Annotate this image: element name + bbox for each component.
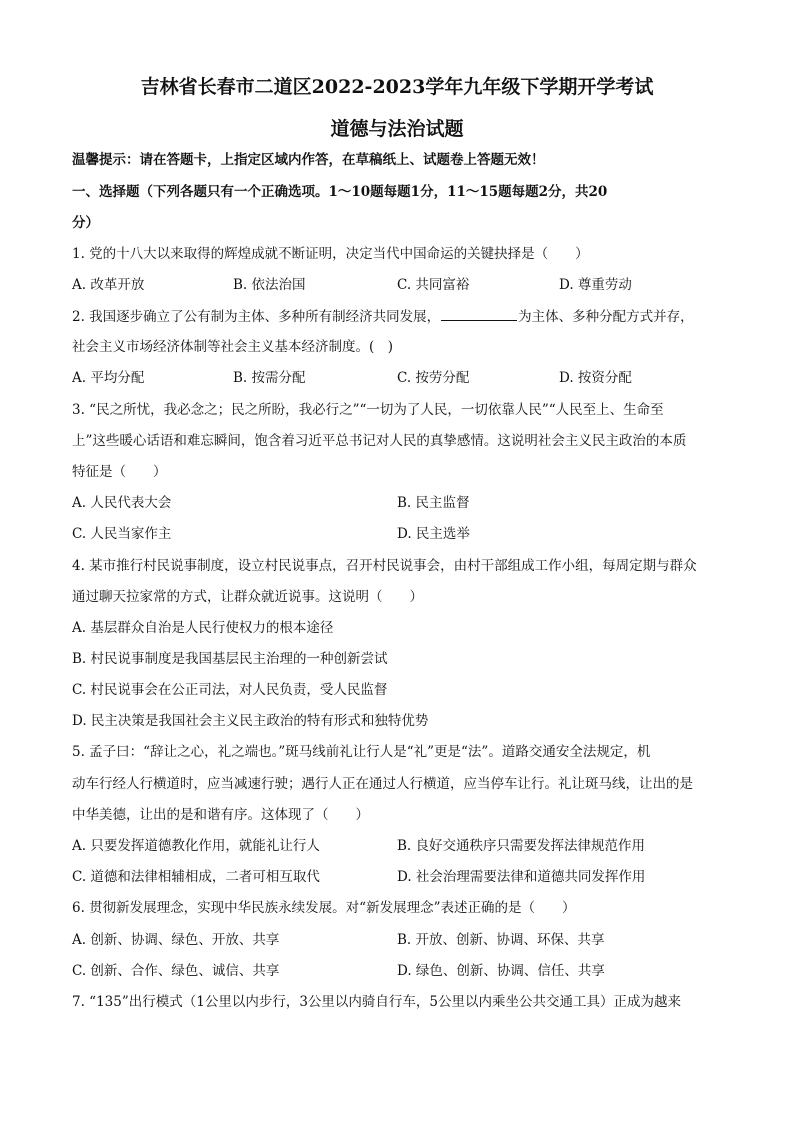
question-1: 1. 党的十八大以来取得的辉煌成就不断证明，决定当代中国命运的关键抉择是（ ） — [72, 246, 589, 262]
q1-option-a: A. 改革开放 — [72, 277, 145, 293]
q4-option-c: C. 村民说事会在公正司法，对人民负责，受人民监督 — [72, 682, 388, 698]
q2-answer-blank — [441, 306, 517, 321]
question-3-cont2: 特征是（ ） — [72, 464, 167, 480]
question-5: 5. 孟子曰：“辞让之心，礼之端也。”斑马线前礼让行人是“礼”更是“法”。道路交通安全法规定，机 — [72, 744, 651, 760]
question-2 — [72, 306, 694, 327]
q6-option-b: B. 开放、创新、协调、环保、共享 — [397, 932, 605, 948]
q6-option-c: C. 创新、合作、绿色、诚信、共享 — [72, 963, 280, 979]
q4-option-d: D. 民主决策是我国社会主义民主政治的特有形式和独特优势 — [72, 713, 429, 729]
question-2-cont: 社会主义市场经济体制等社会主义基本经济制度。( ) — [72, 339, 394, 355]
q3-option-b: B. 民主监督 — [397, 495, 470, 511]
question-3-cont: 上”这些暖心话语和难忘瞬间，饱含着习近平总书记对人民的真挚感情。这说明社会主义民主政治的本质 — [72, 433, 687, 449]
q2-text-after: 为主体、多种分配方式并存， — [518, 309, 694, 325]
q1-option-b: B. 依法治国 — [233, 277, 306, 293]
page-subtitle: 道德与法治试题 — [330, 118, 464, 140]
question-6: 6. 贯彻新发展理念，实现中华民族永续发展。对“新发展理念”表述正确的是（ ） — [72, 900, 576, 916]
section-heading-cont: 分） — [72, 215, 99, 231]
q3-option-a: A. 人民代表大会 — [72, 495, 172, 511]
q3-option-c: C. 人民当家作主 — [72, 526, 172, 542]
q2-option-c: C. 按劳分配 — [397, 370, 470, 386]
q2-option-a: A. 平均分配 — [72, 370, 145, 386]
q3-option-d: D. 民主选举 — [397, 526, 470, 542]
q4-option-b: B. 村民说事制度是我国基层民主治理的一种创新尝试 — [72, 651, 388, 667]
question-5-cont: 动车行经人行横道时，应当减速行驶；遇行人正在通过人行横道，应当停车让行。礼让斑马线，让出的是 — [72, 776, 693, 792]
q6-option-d: D. 绿色、创新、协调、信任、共享 — [397, 963, 605, 979]
section-heading: 一、选择题（下列各题只有一个正确选项。1～10题每题1分，11～15题每题2分，共20 — [72, 184, 608, 200]
question-3: 3. “民之所忧，我必念之；民之所盼，我必行之”“一切为了人民，一切依靠人民”“人民至上、生命至 — [72, 402, 664, 418]
q4-option-a: A. 基层群众自治是人民行使权力的根本途径 — [72, 620, 334, 636]
q1-option-d: D. 尊重劳动 — [559, 277, 632, 293]
q5-option-b: B. 良好交通秩序只需要发挥法律规范作用 — [397, 838, 646, 854]
q6-option-a: A. 创新、协调、绿色、开放、共享 — [72, 932, 280, 948]
q5-option-d: D. 社会治理需要法律和道德共同发挥作用 — [397, 869, 646, 885]
notice: 温馨提示：请在答题卡，上指定区域内作答，在草稿纸上、试题卷上答题无效！ — [72, 152, 545, 168]
question-7: 7. “135”出行模式（1公里以内步行，3公里以内骑自行车，5公里以内乘坐公共交通工具）正成为越来 — [72, 994, 682, 1010]
q5-option-a: A. 只要发挥道德教化作用，就能礼让行人 — [72, 838, 320, 854]
q2-text-before: 2. 我国逐步确立了公有制为主体、多种所有制经济共同发展， — [72, 309, 441, 325]
q2-option-b: B. 按需分配 — [233, 370, 306, 386]
q1-option-c: C. 共同富裕 — [397, 277, 470, 293]
question-4: 4. 某市推行村民说事制度，设立村民说事点，召开村民说事会，由村干部组成工作小组，每周定期与群众 — [72, 558, 697, 574]
question-4-cont: 通过聊天拉家常的方式，让群众就近说事。这说明（ ） — [72, 589, 423, 605]
question-5-cont2: 中华美德，让出的是和谐有序。这体现了（ ） — [72, 807, 369, 823]
page-title: 吉林省长春市二道区2022-2023学年九年级下学期开学考试 — [140, 76, 654, 98]
q2-option-d: D. 按资分配 — [559, 370, 632, 386]
q5-option-c: C. 道德和法律相辅相成，二者可相互取代 — [72, 869, 320, 885]
